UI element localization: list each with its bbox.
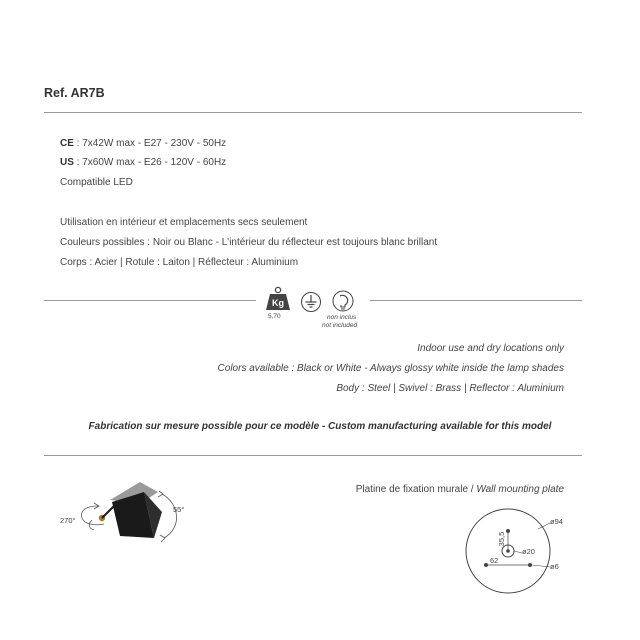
spec-us (60, 157, 226, 168)
spec-us-value: : 7x60W max - E26 - 120V - 60Hz (73, 157, 227, 168)
wall-plate-diagram (458, 505, 582, 595)
wall-plate-label-fr: Platine de fixation murale / (355, 484, 477, 495)
plate-dim-spacing: 62 (490, 556, 499, 565)
divider-bottom (44, 455, 582, 456)
en-colors: Colors available : Black or White - Always glossy white inside the lamp shades (217, 363, 564, 374)
reference-title: Ref. AR7B (44, 86, 105, 100)
fr-usage: Utilisation en intérieur et emplacements secs seulement (60, 217, 308, 228)
fr-body: Corps : Acier | Rotule : Laiton | Réflecteur : Aluminium (60, 257, 299, 268)
bulb-icon (331, 289, 355, 313)
plate-dim-hole: ø6 (550, 562, 559, 571)
fr-colors: Couleurs possibles : Noir ou Blanc - L'intérieur du réflecteur est toujours blanc brillant (60, 237, 438, 248)
plate-dim-center: ø20 (522, 547, 535, 556)
weight-icon (264, 286, 292, 312)
bulb-note-en: not included (322, 322, 358, 329)
rotation-horizontal-label: 270° (60, 516, 76, 525)
weight-unit: Kg (272, 298, 284, 308)
plate-dim-height: 35,5 (497, 531, 506, 547)
spec-ce-label: CE (60, 138, 74, 149)
ground-icon (300, 291, 322, 313)
divider-icons-left (44, 300, 256, 301)
spec-us-label: US (60, 157, 74, 168)
spec-ce-value: : 7x42W max - E27 - 230V - 50Hz (73, 138, 227, 149)
spec-ce (60, 138, 226, 149)
wall-plate-label (356, 484, 564, 495)
custom-manufacturing-note: Fabrication sur mesure possible pour ce modèle - Custom manufacturing available for this model (88, 421, 552, 432)
plate-dim-outer: ø94 (550, 517, 563, 526)
spec-led: Compatible LED (60, 177, 133, 188)
divider-top (44, 112, 582, 113)
en-usage: Indoor use and dry locations only (417, 343, 564, 354)
rotation-vertical-label: 55° (173, 505, 185, 514)
weight-value: 5,70 (268, 313, 281, 320)
divider-icons-right (370, 300, 582, 301)
en-body: Body : Steel | Swivel : Brass | Reflector : Aluminium (336, 383, 564, 394)
bulb-note-fr: non inclus (327, 314, 357, 321)
lamp-rotation-diagram (58, 476, 198, 556)
wall-plate-label-en: Wall mounting plate (476, 484, 564, 495)
